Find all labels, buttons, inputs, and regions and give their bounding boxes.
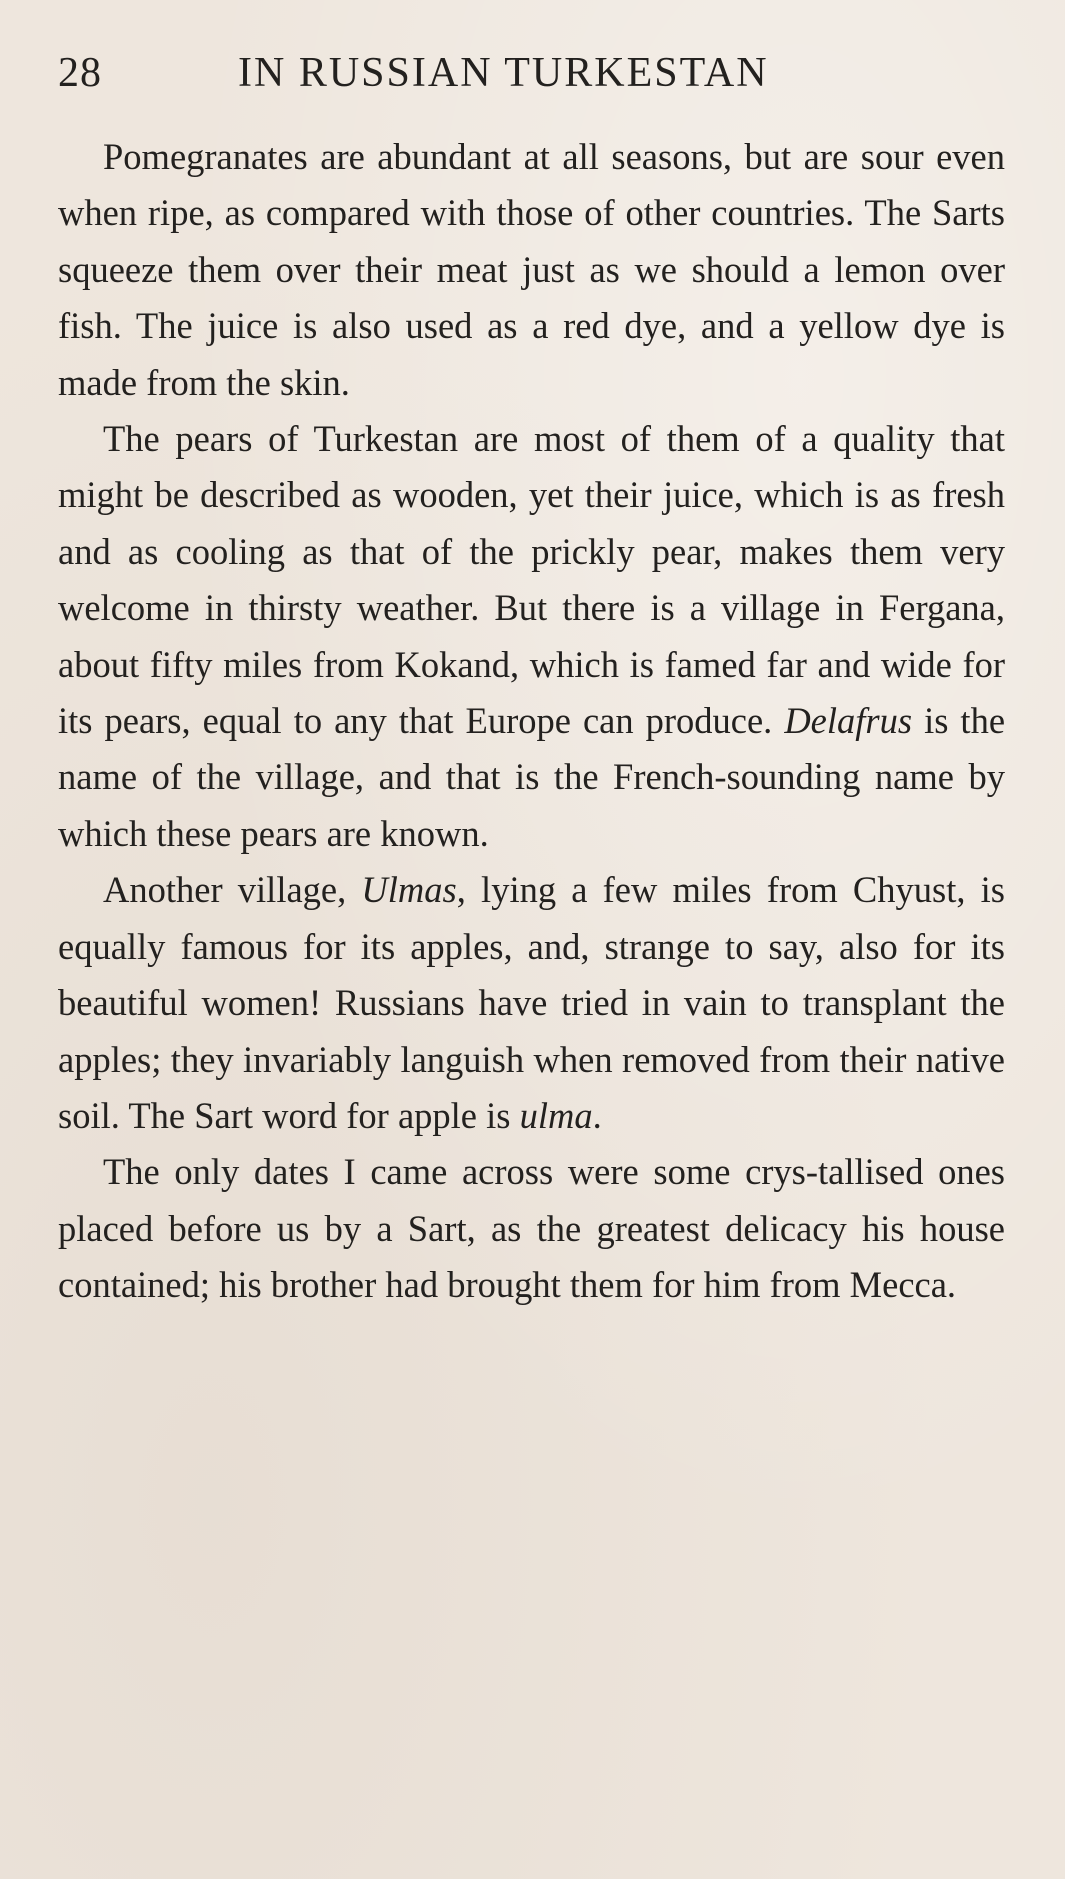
village-name-delafrus: Delafrus <box>784 700 913 742</box>
running-title: IN RUSSIAN TURKESTAN <box>238 50 769 96</box>
paragraph-apples-text-middle: , lying a few miles from Chyust, is equally famous for its apples, and, strange to say, also for its beautiful women! Russians have tried in vain to transplant the apples; they invariably languish when removed from their native soil. The Sart word for apple is <box>58 869 1005 1136</box>
sart-word-ulma: ulma <box>519 1094 593 1136</box>
paragraph-pears-text-start: The pears of Turkestan are most of them of a quality that might be described as wooden, yet their juice, which is as fresh and as cooling as that of the prickly pear, makes them very welcome in thirsty weather. But there is a village in Fergana, about fifty miles from Kokand, which is famed far and wide for its pears, equal to any that Europe can produce. <box>58 418 1005 742</box>
paragraph-apples <box>58 862 1005 1144</box>
paragraph-apples-text-start: Another village, <box>103 869 347 911</box>
running-head <box>58 48 830 98</box>
village-name-ulmas: Ulmas <box>361 869 457 911</box>
body-text <box>58 129 1005 1314</box>
paragraph-pears <box>58 411 1005 862</box>
paragraph-dates: The only dates I came across were some crys-tallised ones placed before us by a Sart, as the greatest delicacy his house contained; his brother had brought them for him from Mecca. <box>58 1151 1005 1306</box>
paragraph-apples-text-end: . <box>592 1094 602 1136</box>
paragraph-pomegranates: Pomegranates are abundant at all seasons, but are sour even when ripe, as compared with those of other countries. The Sarts squeeze them over their meat just as we should a lemon over fish. The juice is also used as a red dye, and a yellow dye is made from the skin. <box>58 136 1005 403</box>
paragraph-pears-text-end: is the name of the village, and that is the French-sounding name by which these pears are known. <box>58 700 1006 854</box>
page-number: 28 <box>58 50 102 96</box>
